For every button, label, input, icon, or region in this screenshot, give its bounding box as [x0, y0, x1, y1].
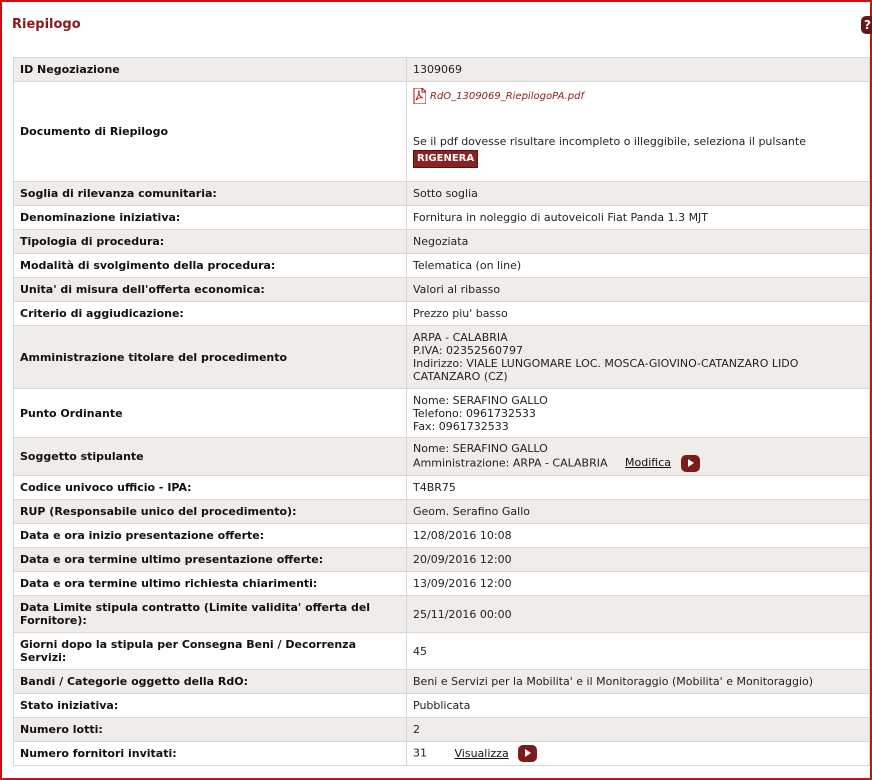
table-row	[14, 254, 870, 278]
table-row	[14, 230, 870, 254]
punto-fax: Fax: 0961732533	[413, 419, 509, 433]
label-giorni: Giorni dopo la stipula per Consegna Beni / Decorrenza Servizi:	[14, 633, 407, 670]
table-row	[14, 278, 870, 302]
visualizza-link[interactable]: Visualizza	[454, 746, 509, 760]
label-criterio: Criterio di aggiudicazione:	[14, 302, 407, 326]
amm-piva: P.IVA: 02352560797	[413, 344, 523, 357]
punto-telefono: Telefono: 0961732533	[413, 406, 536, 420]
label-numero-fornitori: Numero fornitori invitati:	[14, 742, 407, 766]
amm-indirizzo: Indirizzo: VIALE LUNGOMARE LOC. MOSCA-GIOVINO-CATANZARO LIDO	[413, 357, 799, 370]
label-rup: RUP (Responsabile unico del procedimento):	[14, 500, 407, 524]
table-row	[14, 670, 870, 694]
pdf-note: Se il pdf dovesse risultare incompleto o illeggibile, seleziona il pulsante	[413, 135, 806, 148]
summary-table	[13, 57, 870, 766]
label-denominazione: Denominazione iniziativa:	[14, 206, 407, 230]
label-modalita: Modalità di svolgimento della procedura:	[14, 254, 407, 278]
label-data-limite: Data Limite stipula contratto (Limite validita' offerta del Fornitore):	[14, 596, 407, 633]
label-data-chiarimenti: Data e ora termine ultimo richiesta chiarimenti:	[14, 572, 407, 596]
table-row	[14, 476, 870, 500]
table-row	[14, 58, 870, 82]
visualizza-arrow-icon[interactable]	[518, 745, 537, 762]
value-data-termine: 20/09/2016 12:00	[407, 548, 870, 572]
table-row	[14, 633, 870, 670]
label-tipologia: Tipologia di procedura:	[14, 230, 407, 254]
table-row	[14, 596, 870, 633]
label-bandi: Bandi / Categorie oggetto della RdO:	[14, 670, 407, 694]
table-row	[14, 389, 870, 438]
label-codice-ipa: Codice univoco ufficio - IPA:	[14, 476, 407, 500]
table-row	[14, 742, 870, 766]
value-giorni: 45	[407, 633, 870, 670]
label-soglia: Soglia di rilevanza comunitaria:	[14, 182, 407, 206]
label-numero-lotti: Numero lotti:	[14, 718, 407, 742]
soggetto-nome: Nome: SERAFINO GALLO	[413, 441, 548, 455]
pdf-link[interactable]	[413, 88, 584, 104]
modifica-arrow-icon[interactable]	[681, 455, 700, 472]
label-amministrazione: Amministrazione titolare del procedimento	[14, 326, 407, 389]
value-documento	[407, 82, 870, 182]
value-tipologia: Negoziata	[407, 230, 870, 254]
value-soggetto	[407, 438, 870, 476]
pdf-filename: RdO_1309069_RiepilogoPA.pdf	[430, 90, 585, 102]
value-amministrazione	[407, 326, 870, 389]
soggetto-amministrazione: Amministrazione: ARPA - CALABRIA	[413, 456, 608, 469]
table-row	[14, 182, 870, 206]
pdf-icon	[413, 88, 426, 104]
value-modalita: Telematica (on line)	[407, 254, 870, 278]
modifica-link[interactable]: Modifica	[625, 456, 671, 469]
table-row	[14, 572, 870, 596]
amm-name: ARPA - CALABRIA	[413, 331, 508, 344]
value-criterio: Prezzo piu' basso	[407, 302, 870, 326]
table-row	[14, 82, 870, 182]
amm-citta: CATANZARO (CZ)	[413, 370, 508, 383]
value-stato: Pubblicata	[407, 694, 870, 718]
value-data-limite: 25/11/2016 00:00	[407, 596, 870, 633]
value-numero-lotti: 2	[407, 718, 870, 742]
label-unita: Unita' di misura dell'offerta economica:	[14, 278, 407, 302]
table-row	[14, 718, 870, 742]
label-stato: Stato iniziativa:	[14, 694, 407, 718]
value-punto-ordinante	[407, 389, 870, 438]
value-codice-ipa: T4BR75	[407, 476, 870, 500]
value-denominazione: Fornitura in noleggio di autoveicoli Fiat Panda 1.3 MJT	[407, 206, 870, 230]
value-numero-fornitori	[407, 742, 870, 766]
table-row	[14, 694, 870, 718]
label-soggetto: Soggetto stipulante	[14, 438, 407, 476]
help-icon[interactable]: ?	[861, 16, 872, 34]
punto-nome: Nome: SERAFINO GALLO	[413, 393, 548, 407]
value-id-negoziazione: 1309069	[407, 58, 870, 82]
label-punto-ordinante: Punto Ordinante	[14, 389, 407, 438]
value-soglia: Sotto soglia	[407, 182, 870, 206]
table-row	[14, 500, 870, 524]
value-bandi: Beni e Servizi per la Mobilita' e il Monitoraggio (Mobilita' e Monitoraggio)	[407, 670, 870, 694]
label-id-negoziazione: ID Negoziazione	[14, 58, 407, 82]
table-row	[14, 302, 870, 326]
value-rup: Geom. Serafino Gallo	[407, 500, 870, 524]
table-row	[14, 548, 870, 572]
table-row	[14, 206, 870, 230]
table-row	[14, 524, 870, 548]
value-data-chiarimenti: 13/09/2016 12:00	[407, 572, 870, 596]
label-documento: Documento di Riepilogo	[14, 82, 407, 182]
value-data-inizio: 12/08/2016 10:08	[407, 524, 870, 548]
table-row	[14, 438, 870, 476]
label-data-inizio: Data e ora inizio presentazione offerte:	[14, 524, 407, 548]
label-data-termine: Data e ora termine ultimo presentazione offerte:	[14, 548, 407, 572]
value-unita: Valori al ribasso	[407, 278, 870, 302]
rigenera-button[interactable]: RIGENERA	[413, 150, 478, 168]
fornitori-count: 31	[413, 746, 427, 760]
page-title: Riepilogo	[12, 17, 81, 32]
soggetto-amministrazione-row	[413, 455, 863, 472]
table-row	[14, 326, 870, 389]
